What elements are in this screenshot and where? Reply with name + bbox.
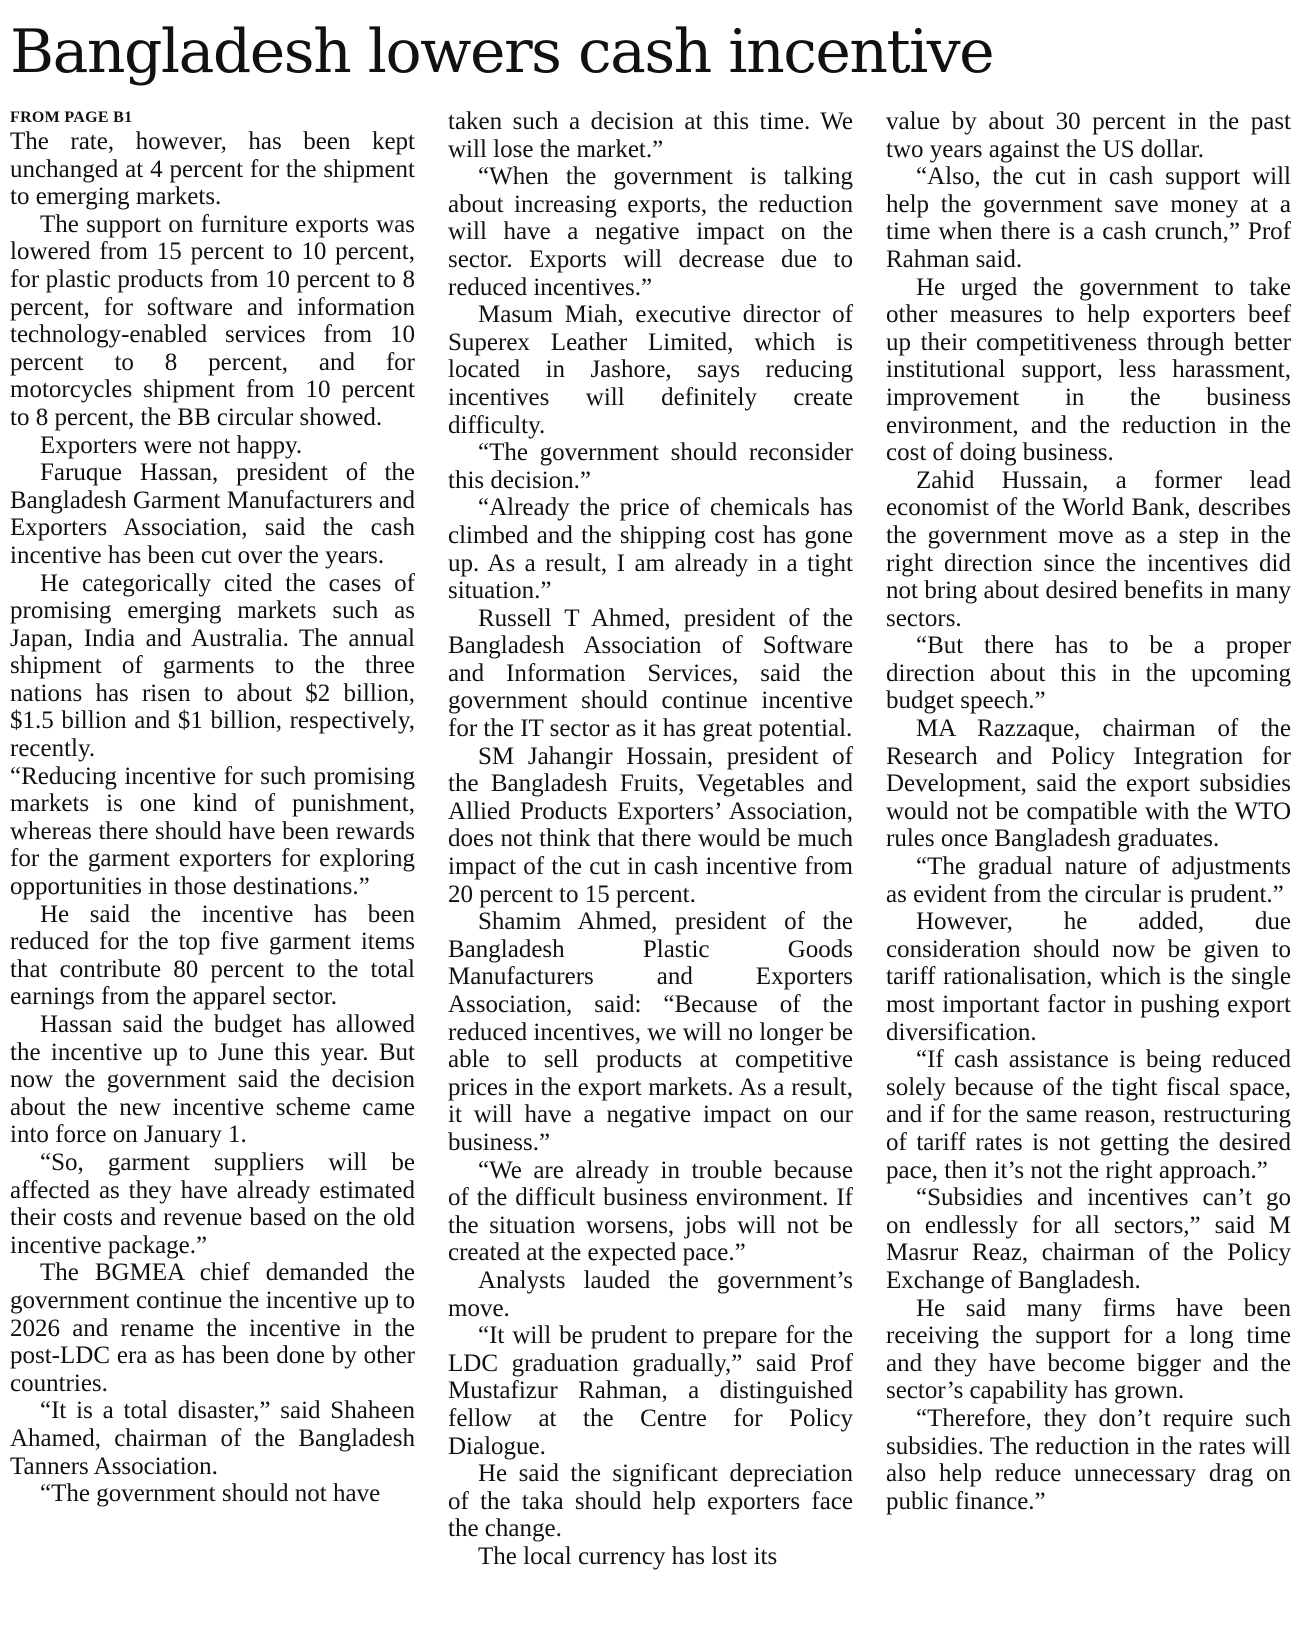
paragraph: Exporters were not happy. [40,431,303,459]
paragraph: Analysts lauded the government’s move. [448,1266,853,1322]
paragraph: “Therefore, they don’t require such subsidies. The reduction in the rates will also help reduce unnecessary drag on public finance.” [886,1404,1291,1515]
paragraph: The rate, however, has been kept unchanged at 4 percent for the shipment to emerging markets. [10,128,415,211]
paragraph: However, he added, due consideration should now be given to tariff rationalisation, which is the single most important factor in pushing export diversification. [886,908,1291,1046]
paragraph: The local currency has lost its [478,1542,778,1570]
headline: Bangladesh lowers cash incentive [10,17,994,87]
paragraph: “Also, the cut in cash support will help the government save money at a time when there is a cash crunch,” Prof Rahman said. [886,163,1291,273]
paragraph: SM Jahangir Hossain, president of the Bangladesh Fruits, Vegetables and Allied Products Exporters’ Association, does not think that there would be much impact of the cut in cash incentive from 20 percent to 15 percent. [448,742,853,908]
paragraph: The BGMEA chief demanded the government continue the incentive up to 2026 and rename the incentive in the post-LDC era as has been done by other countries. [10,1259,415,1397]
paragraph: “The gradual nature of adjustments as evident from the circular is prudent.” [886,853,1291,908]
paragraph: Russell T Ahmed, president of the Bangladesh Association of Software and Information Services, said the government should continue incentive for the IT sector as it has great potential. [448,604,853,743]
column-3 [886,108,1291,1644]
paragraph: Masum Miah, executive director of Superex Leather Limited, which is located in Jashore, says reducing incentives will definitely create difficulty. [448,301,853,439]
paragraph: He urged the government to take other measures to help exporters beef up their competitiveness through better institutional support, less harassment, improvement in the business environment, and the reduction in the cost of doing business. [886,273,1291,467]
column-2 [448,108,853,1644]
paragraph: He said the significant depreciation of the taka should help exporters face the change. [448,1460,853,1543]
paragraph: Shamim Ahmed, president of the Bangladesh Plastic Goods Manufacturers and Exporters Association, said: “Because of the reduced incentives, we will no longer be able to sell products at competitive prices in the export markets. As a result, it will have a negative impact on our business.” [448,908,853,1156]
paragraph: “If cash assistance is being reduced solely because of the tight fiscal space, and if for the same reason, restructuring of tariff rates is not getting the desired pace, then it’s not the right approach.” [886,1046,1291,1184]
paragraph: “When the government is talking about increasing exports, the reduction will have a negative impact on the sector. Exports will decrease due to reduced incentives.” [448,163,853,301]
jump-label: FROM PAGE B1 [10,109,133,126]
paragraph: The support on furniture exports was lowered from 15 percent to 10 percent, for plastic products from 10 percent to 8 percent, for software and information technology-enabled services from 10 percent to 8 percent, and for motorcycles shipment from 10 percent to 8 percent, the BB circular showed. [10,210,415,431]
paragraph: “It is a total disaster,” said Shaheen Ahamed, chairman of the Bangladesh Tanners Association. [10,1397,415,1480]
paragraph: taken such a decision at this time. We will lose the market.” [448,108,853,163]
paragraph: Faruque Hassan, president of the Bangladesh Garment Manufacturers and Exporters Association, said the cash incentive has been cut over the years. [10,459,415,569]
article-body [10,108,1296,1644]
paragraph: MA Razzaque, chairman of the Research and Policy Integration for Development, said the export subsidies would not be compatible with the WTO rules once Bangladesh graduates. [886,715,1291,853]
paragraph: “Subsidies and incentives can’t go on endlessly for all sectors,” said M Masrur Reaz, chairman of the Policy Exchange of Bangladesh. [886,1184,1291,1294]
paragraph: Hassan said the budget has allowed the incentive up to June this year. But now the government said the decision about the new incentive scheme came into force on January 1. [10,1011,415,1149]
paragraph: “So, garment suppliers will be affected as they have already estimated their costs and revenue based on the old incentive package.” [10,1148,415,1259]
paragraph: “But there has to be a proper direction about this in the upcoming budget speech.” [886,632,1291,715]
paragraph: “It will be prudent to prepare for the LDC graduation gradually,” said Prof Mustafizur Rahman, a distinguished fellow at the Centre for Policy Dialogue. [448,1322,853,1460]
paragraph: He said many firms have been receiving the support for a long time and they have become bigger and the sector’s capability has grown. [886,1294,1291,1405]
article-page [10,0,1296,1647]
paragraph: He categorically cited the cases of promising emerging markets such as Japan, India and Australia. The annual shipment of garments to the three nations has risen to about $2 billion, $1.5 billion and $1 billion, respectively, recently. [10,569,415,763]
paragraph: “The government should reconsider this decision.” [448,439,853,494]
paragraph: “Reducing incentive for such promising markets is one kind of punishment, whereas there should have been rewards for the garment exporters for exploring opportunities in those destinations.” [10,762,415,901]
paragraph: “The government should not have [40,1480,381,1508]
paragraph: He said the incentive has been reduced for the top five garment items that contribute 80 percent to the total earnings from the apparel sector. [10,900,415,1011]
paragraph: “We are already in trouble because of the difficult business environment. If the situation worsens, jobs will not be created at the expected pace.” [448,1156,853,1267]
paragraph: “Already the price of chemicals has climbed and the shipping cost has gone up. As a result, I am already in a tight situation.” [448,494,853,605]
column-1 [10,108,415,1644]
paragraph: Zahid Hussain, a former lead economist of the World Bank, describes the government move as a step in the right direction since the incentives did not bring about desired benefits in many sectors. [886,466,1291,632]
paragraph: value by about 30 percent in the past two years against the US dollar. [886,108,1291,163]
